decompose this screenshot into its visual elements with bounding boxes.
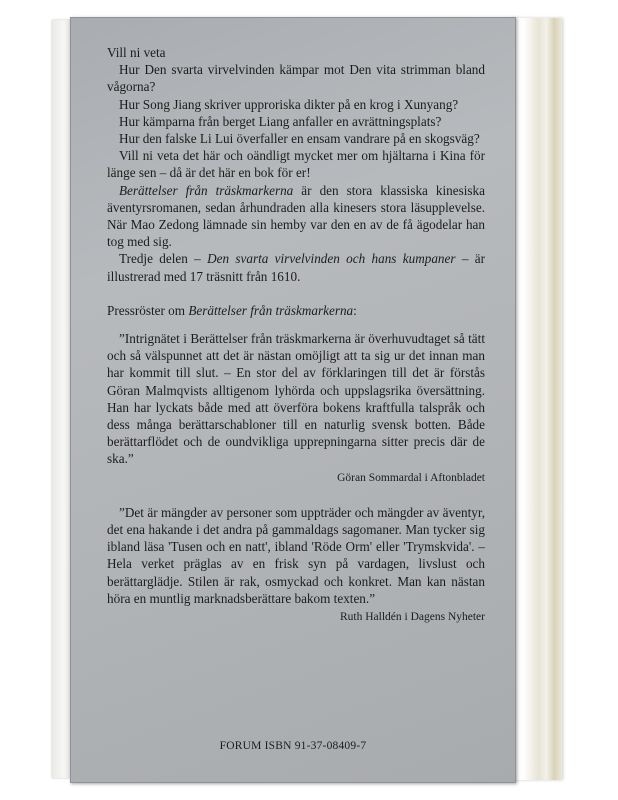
intro-paragraph-4 bbox=[107, 250, 485, 284]
intro-paragraph-3-text: är den stora klassiska kinesiska äventyrsromanen, sedan århundraden alla kinesers stora läsupplevelse. När Mao Zedong lämnade sin hemby var den en av de få ägodelar han tog med sig. bbox=[107, 182, 485, 250]
press-attribution-aftonbladet: Göran Sommardal i Aftonbladet bbox=[337, 471, 485, 484]
press-attribution-dn: Ruth Halldén i Dagens Nyheter bbox=[340, 611, 485, 624]
book bbox=[52, 14, 564, 784]
intro-heading: Vill ni veta bbox=[107, 45, 166, 60]
volume-title: Den svarta virvelvinden och hans kumpaner bbox=[207, 251, 456, 267]
book-title: Berättelser från träskmarkerna bbox=[119, 182, 294, 198]
back-cover bbox=[70, 17, 516, 783]
page-edges bbox=[510, 18, 562, 780]
intro-paragraph-2: Vill ni veta det här och oändligt mycket mer om hjältarna i Kina för länge sen – då är det här en bok för er! bbox=[107, 148, 485, 181]
press-heading bbox=[107, 302, 485, 319]
intro-question-4: Hur den falske Li Lui överfaller en ensam vandrare på en skogsväg? bbox=[119, 131, 480, 147]
intro-paragraph-4-end: – är illustrerad med 17 träsnitt från 1610. bbox=[107, 251, 485, 284]
press-heading-title: Berättelser från träskmarkerna bbox=[188, 302, 354, 318]
intro-question-1: Hur Den svarta virvelvinden kämpar mot Den vita strimman bland vågorna? bbox=[107, 62, 485, 95]
intro-question-2: Hur Song Jiang skriver upproriska dikter på en krog i Xunyang? bbox=[119, 96, 459, 112]
intro-paragraph-3 bbox=[107, 182, 485, 251]
intro-question-3: Hur kämparna från berget Liang anfaller en avrättningsplats? bbox=[119, 113, 442, 129]
back-cover-text bbox=[107, 44, 485, 626]
book-spine bbox=[52, 20, 72, 778]
press-quote-aftonbladet: ”Intrignätet i Berättelser från träskmarkerna är överhuvudtaget så tätt och så välspunnet att det är nästan omöjligt att ta sig ur det innan man har kommit till slut. – En stor del av förklaringen till det är förstås Göran Malmqvists alltigenom lyhörda och uppslagsrika översättning. Han har lyckats både med att överföra bokens kraftfulla talspråk och dess många berättarschabloner till en naturlig svensk botten. Både berättarflödet och de oundvikliga upprepningarna sitter precis där de ska.” bbox=[107, 331, 485, 467]
intro-paragraph-4-start: Tredje delen – bbox=[119, 251, 208, 267]
press-heading-end: : bbox=[353, 302, 357, 318]
press-quote-dn: ”Det är mängder av personer som uppträder och mängder av äventyr, det ena hakande i det andra på gammaldags sagomaner. Man tycker sig ibland läsa 'Tusen och en natt', ibland 'Röde Orm' eller 'Trymskvida'. – Hela verket präglas av en frisk syn på vardagen, livslust och berättarglädje. Stilen är rak, osmyckad och konkret. Man kan nästan höra en muntlig marknadsberättare bakom texten.” bbox=[107, 504, 485, 606]
isbn-line: FORUM ISBN 91-37-08409-7 bbox=[219, 740, 367, 752]
press-heading-start: Pressröster om bbox=[107, 302, 189, 318]
